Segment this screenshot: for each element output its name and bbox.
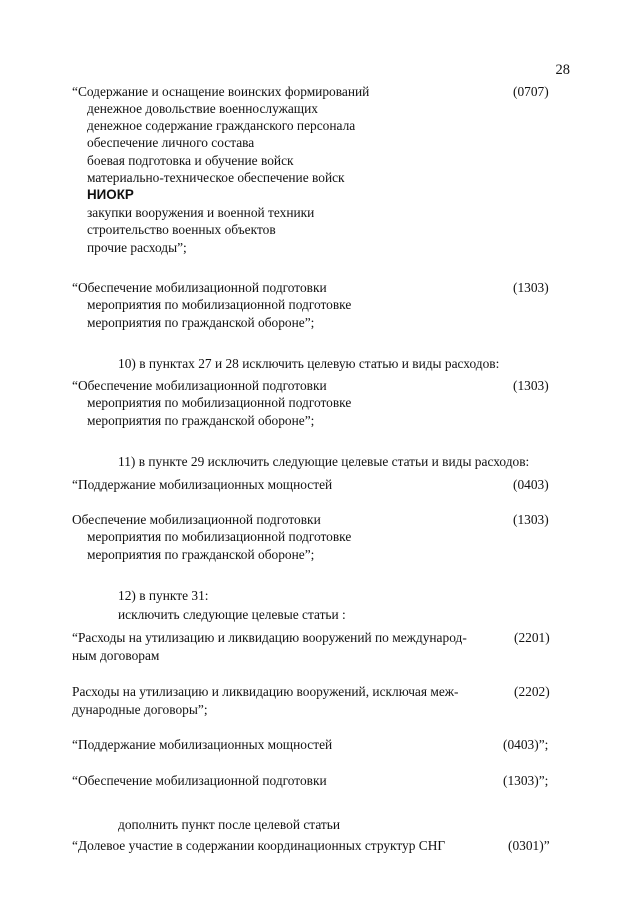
para11-entry1-title: “Поддержание мобилизационных мощностей bbox=[72, 477, 333, 492]
para12-entry3-title: “Поддержание мобилизационных мощностей bbox=[72, 737, 333, 752]
block1-item: закупки вооружения и военной техники bbox=[87, 205, 315, 220]
para11-item: мероприятия по мобилизационной подготовке bbox=[87, 529, 352, 544]
para12-entry1-line2: ным договорам bbox=[72, 648, 160, 663]
para11-heading: 11) в пункте 29 исключить следующие целевые статьи и виды расходов: bbox=[118, 454, 530, 469]
block1-item: НИОКР bbox=[87, 187, 134, 202]
para11-entry1-code: (0403) bbox=[513, 477, 549, 492]
para10-item: мероприятия по мобилизационной подготовке bbox=[87, 395, 352, 410]
block2-item: мероприятия по мобилизационной подготовке bbox=[87, 297, 352, 312]
para12-subheading: исключить следующие целевые статьи : bbox=[118, 607, 346, 622]
para12-entry1-line1: “Расходы на утилизацию и ликвидацию вооружений по международ- bbox=[72, 630, 467, 645]
para12-heading: 12) в пункте 31: bbox=[118, 588, 209, 603]
para10-title: “Обеспечение мобилизационной подготовки bbox=[72, 378, 327, 393]
para12-entry2-line2: дународные договоры”; bbox=[72, 702, 208, 717]
block1-item: денежное довольствие военнослужащих bbox=[87, 101, 318, 116]
block1-item: прочие расходы”; bbox=[87, 240, 187, 255]
block1-item: боевая подготовка и обучение войск bbox=[87, 153, 294, 168]
block1-item: материально-техническое обеспечение войск bbox=[87, 170, 345, 185]
page-number: 28 bbox=[555, 62, 570, 78]
para12-entry2-line1: Расходы на утилизацию и ликвидацию вооружений, исключая меж- bbox=[72, 684, 459, 699]
block2-title: “Обеспечение мобилизационной подготовки bbox=[72, 280, 327, 295]
para11-item: мероприятия по гражданской обороне”; bbox=[87, 547, 315, 562]
block1-item: обеспечение личного состава bbox=[87, 135, 255, 150]
block2-item: мероприятия по гражданской обороне”; bbox=[87, 315, 315, 330]
block1-title: “Содержание и оснащение воинских формирований bbox=[72, 84, 370, 99]
para11-entry2-code: (1303) bbox=[513, 512, 549, 527]
para10-code: (1303) bbox=[513, 378, 549, 393]
para12-add-title: “Долевое участие в содержании координационных структур СНГ bbox=[72, 838, 446, 853]
para12-entry1-code: (2201) bbox=[514, 630, 550, 645]
para12-add-code: (0301)” bbox=[508, 838, 550, 853]
para11-entry2-title: Обеспечение мобилизационной подготовки bbox=[72, 512, 321, 527]
para10-heading: 10) в пунктах 27 и 28 исключить целевую статью и виды расходов: bbox=[118, 356, 500, 371]
block1-item: строительство военных объектов bbox=[87, 222, 276, 237]
para12-entry3-code: (0403)”; bbox=[503, 737, 549, 752]
para12-add-heading: дополнить пункт после целевой статьи bbox=[118, 817, 341, 832]
para12-entry4-code: (1303)”; bbox=[503, 773, 549, 788]
para10-item: мероприятия по гражданской обороне”; bbox=[87, 413, 315, 428]
block2-code: (1303) bbox=[513, 280, 549, 295]
para12-entry4-title: “Обеспечение мобилизационной подготовки bbox=[72, 773, 327, 788]
block1-item: денежное содержание гражданского персонала bbox=[87, 118, 356, 133]
block1-code: (0707) bbox=[513, 84, 549, 99]
para12-entry2-code: (2202) bbox=[514, 684, 550, 699]
